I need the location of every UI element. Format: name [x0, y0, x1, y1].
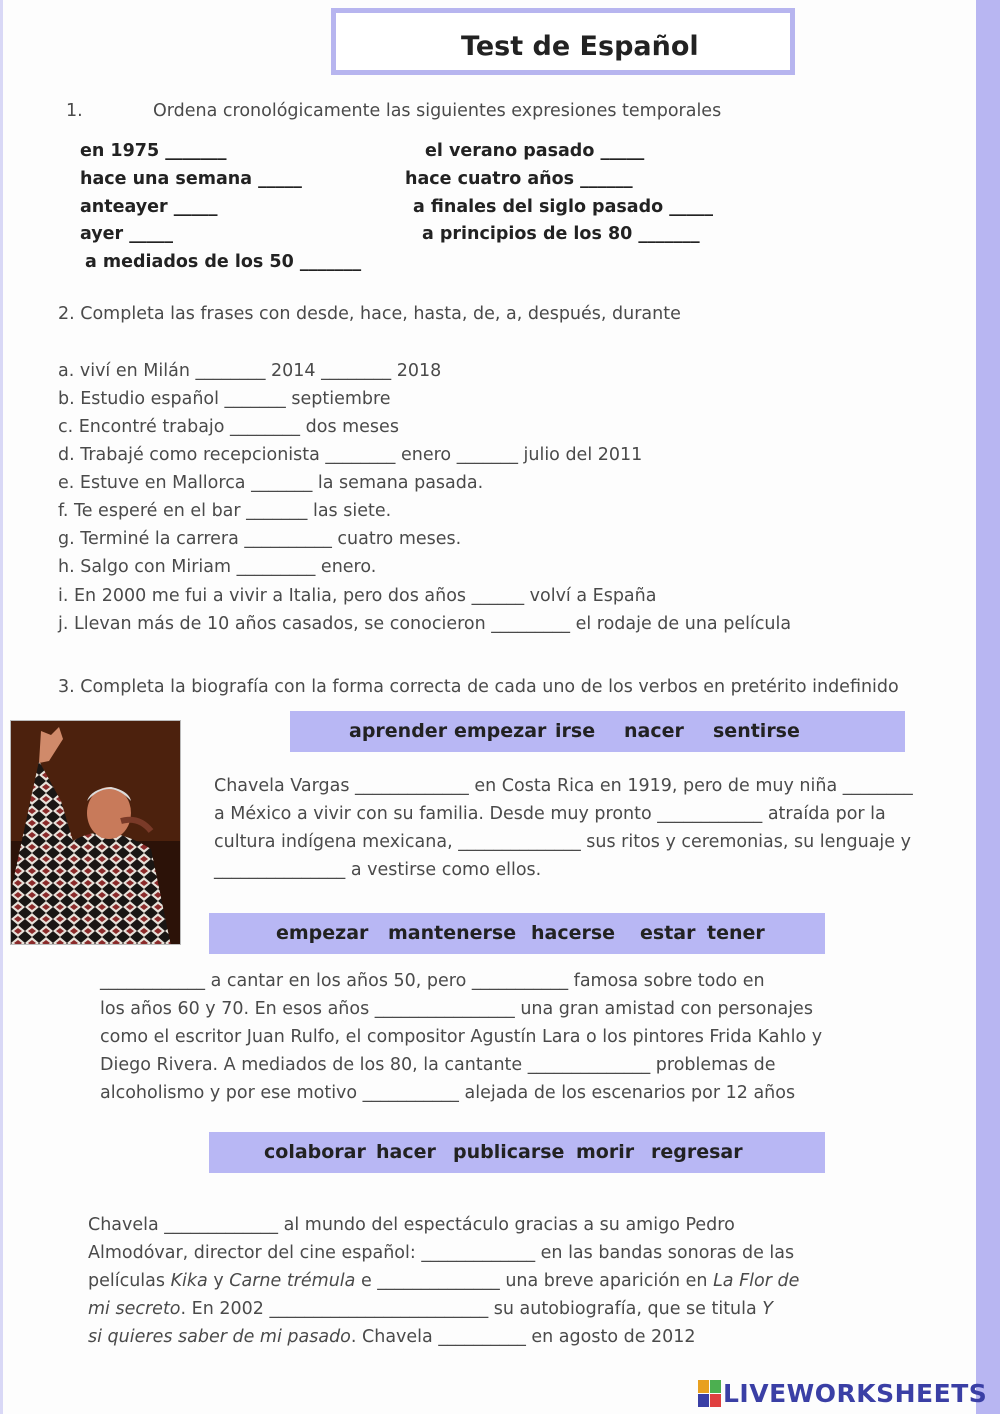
biography-paragraph-1 — [214, 772, 913, 884]
paragraph1-line: _______________ a vestirse como ellos. — [214, 860, 542, 880]
paragraph2-line: ____________ a cantar en los años 50, pero ___________ famosa sobre todo en — [100, 971, 765, 991]
word-publicarse: publicarse — [453, 1141, 565, 1163]
movie-title-carne-tremula: Carne trémula — [229, 1271, 356, 1291]
biography-paragraph-2 — [100, 967, 822, 1107]
word-morir: morir — [576, 1141, 635, 1163]
section3-instruction: 3. Completa la biografía con la forma correcta de cada uno de los verbos en pretérito indefinido — [58, 677, 899, 697]
movie-title-kika: Kika — [170, 1271, 208, 1291]
expression-right-3: a finales del siglo pasado _____ — [413, 197, 714, 217]
paragraph3-line — [88, 1295, 799, 1323]
word-estar: estar — [640, 922, 696, 944]
word-regresar: regresar — [651, 1141, 743, 1163]
sentence-f: f. Te esperé en el bar _______ las siete. — [58, 501, 392, 521]
word-nacer: nacer — [624, 720, 684, 742]
book-title-cont: si quieres saber de mi pasado — [88, 1327, 351, 1347]
word-tener: tener — [707, 922, 765, 944]
paragraph3-line: Chavela _____________ al mundo del espectáculo gracias a su amigo Pedro — [88, 1215, 735, 1235]
word-colaborar: colaborar — [264, 1141, 366, 1163]
paragraph2-line: los años 60 y 70. En esos años ________________ una gran amistad con personajes — [100, 999, 813, 1019]
text-segment: y — [207, 1271, 230, 1291]
expression-right-2: hace cuatro años ______ — [405, 169, 633, 189]
sentence-d: d. Trabajé como recepcionista ________ enero _______ julio del 2011 — [58, 445, 643, 465]
paragraph1-line: Chavela Vargas _____________ en Costa Rica en 1919, pero de muy niña ________ — [214, 776, 913, 796]
word-bank-2 — [209, 913, 825, 954]
word-irse: irse — [555, 720, 596, 742]
movie-title-la-flor: La Flor de — [713, 1271, 800, 1291]
expression-left-5: a mediados de los 50 _______ — [85, 252, 362, 272]
word-empezar: empezar — [454, 720, 547, 742]
section1-instruction: Ordena cronológicamente las siguientes expresiones temporales — [153, 101, 722, 121]
brand-name: LIVEWORKSHEETS — [723, 1379, 988, 1408]
sentence-e: e. Estuve en Mallorca _______ la semana pasada. — [58, 473, 484, 493]
sentence-h: h. Salgo con Miriam _________ enero. — [58, 557, 377, 577]
word-aprender: aprender — [349, 720, 448, 742]
expression-right-1: el verano pasado _____ — [425, 141, 645, 161]
sentence-a: a. viví en Milán ________ 2014 ________ 2018 — [58, 361, 442, 381]
paragraph2-line: alcoholismo y por ese motivo ___________ alejada de los escenarios por 12 años — [100, 1083, 796, 1103]
paragraph2-line: como el escritor Juan Rulfo, el compositor Agustín Lara o los pintores Frida Kahlo y — [100, 1027, 823, 1047]
expression-left-2: hace una semana _____ — [80, 169, 302, 189]
right-accent-bar — [976, 0, 1000, 1414]
paragraph3-line: Almodóvar, director del cine español: _____________ en las bandas sonoras de las — [88, 1243, 795, 1263]
text-segment: . Chavela __________ en agosto de 2012 — [350, 1327, 696, 1347]
text-segment: e ______________ una breve aparición en — [355, 1271, 714, 1291]
singer-photo — [10, 720, 181, 945]
sentence-b: b. Estudio español _______ septiembre — [58, 389, 391, 409]
expression-left-3: anteayer _____ — [80, 197, 218, 217]
expression-right-4: a principios de los 80 _______ — [422, 224, 700, 244]
movie-title-la-flor-cont: mi secreto — [88, 1299, 181, 1319]
sentence-c: c. Encontré trabajo ________ dos meses — [58, 417, 399, 437]
paragraph3-line — [88, 1267, 799, 1295]
section1-number: 1. — [66, 101, 83, 121]
word-bank-1 — [290, 711, 905, 752]
paragraph2-line: Diego Rivera. A mediados de los 80, la cantante ______________ problemas de — [100, 1055, 776, 1075]
expression-left-1: en 1975 _______ — [80, 141, 227, 161]
book-title: Y — [762, 1299, 773, 1319]
sentence-i: i. En 2000 me fui a vivir a Italia, pero dos años ______ volví a España — [58, 586, 657, 606]
paragraph3-line — [88, 1323, 799, 1351]
expression-left-4: ayer _____ — [80, 224, 174, 244]
section2-instruction: 2. Completa las frases con desde, hace, hasta, de, a, después, durante — [58, 304, 681, 324]
text-segment: . En 2002 _________________________ su autobiografía, que se titula — [180, 1299, 763, 1319]
text-segment: películas — [88, 1271, 171, 1291]
word-empezar-2: empezar — [276, 922, 369, 944]
word-sentirse: sentirse — [713, 720, 800, 742]
word-bank-3 — [209, 1132, 825, 1173]
biography-paragraph-3 — [88, 1211, 799, 1351]
word-hacer: hacer — [376, 1141, 436, 1163]
live-badge-icon — [698, 1380, 722, 1408]
paragraph1-line: cultura indígena mexicana, ______________ sus ritos y ceremonias, su lenguaje y — [214, 832, 911, 852]
word-hacerse: hacerse — [531, 922, 616, 944]
sentence-j: j. Llevan más de 10 años casados, se conocieron _________ el rodaje de una película — [58, 614, 792, 634]
title-box — [331, 8, 795, 75]
left-border — [0, 0, 3, 1414]
page-title: Test de Español — [461, 31, 699, 62]
word-mantenerse: mantenerse — [388, 922, 517, 944]
sentence-g: g. Terminé la carrera __________ cuatro meses. — [58, 529, 462, 549]
paragraph1-line: a México a vivir con su familia. Desde muy pronto ____________ atraída por la — [214, 804, 886, 824]
